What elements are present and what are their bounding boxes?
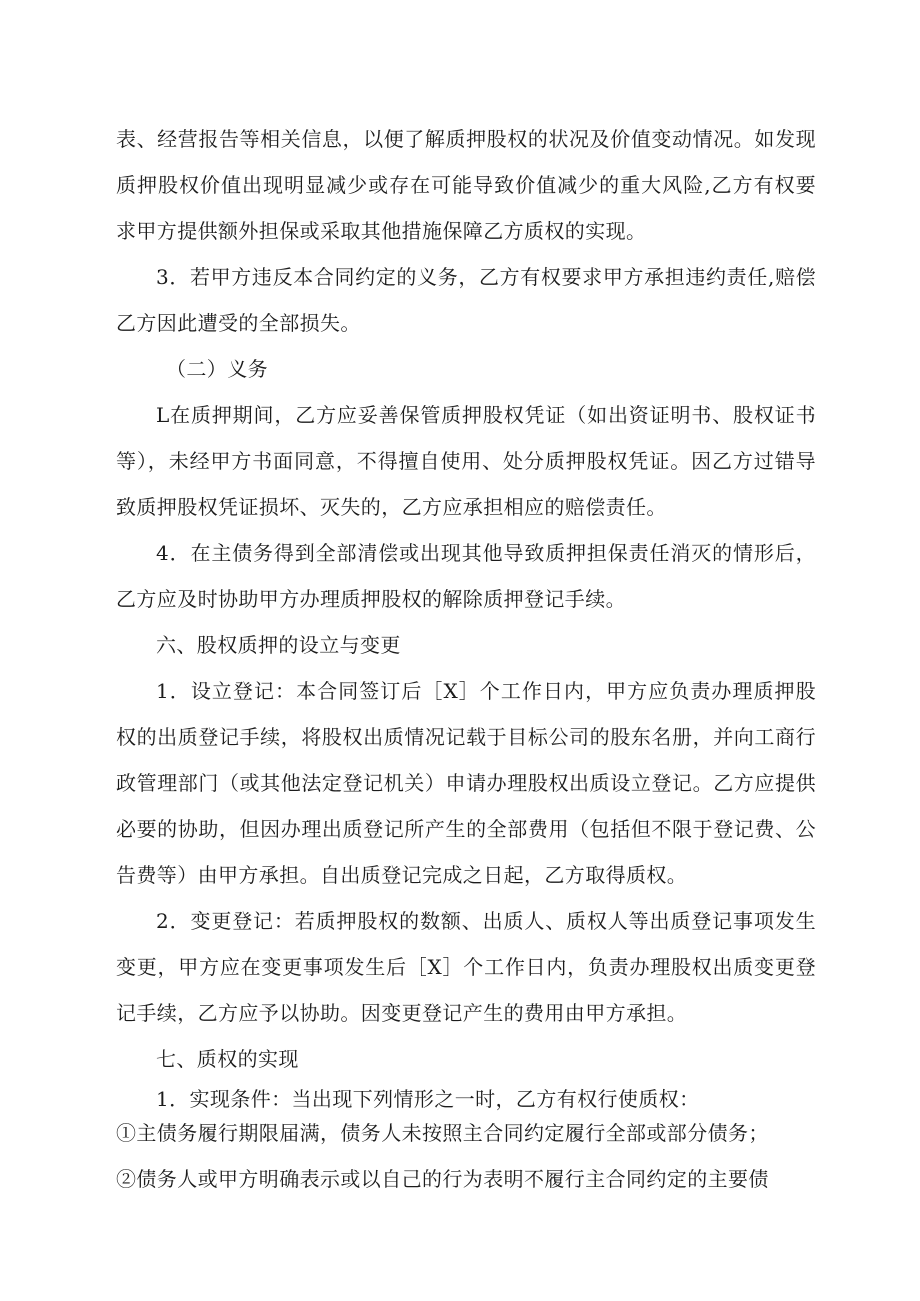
list-item-condition-1: ①主债务履行期限届满，债务人未按照主合同约定履行全部或部分债务；: [116, 1121, 769, 1145]
document-body: [116, 116, 816, 1202]
subheading-obligations: （二）义务: [166, 357, 268, 381]
heading-section-seven: 七、质权的实现: [156, 1047, 299, 1071]
list-item-condition-2: ②债务人或甲方明确表示或以自己的行为表明不履行主合同约定的主要债: [116, 1167, 769, 1191]
paragraph-info-disclosure: 表、经营报告等相关信息，以便了解质押股权的状况及价值变动情况。如发现质押股权价值出现明显减少或存在可能导致价值减少的重大风险,乙方有权要求甲方提供额外担保或采取其他措施保障乙方质权的实现。: [116, 127, 816, 243]
paragraph-custody-obligation: L在质押期间，乙方应妥善保管质押股权凭证（如出资证明书、股权证书等），未经甲方书面同意，不得擅自使用、处分质押股权凭证。因乙方过错导致质押股权凭证损坏、灭失的，乙方应承担相应的赔偿责任。: [116, 403, 816, 519]
paragraph-establishment-registration: 1．设立登记：本合同签订后［X］个工作日内，甲方应负责办理质押股权的出质登记手续，将股权出质情况记载于目标公司的股东名册，并向工商行政管理部门（或其他法定登记机关）申请办理股权出质设立登记。乙方应提供必要的协助，但因办理出质登记所产生的全部费用（包括但不限于登记费、公告费等）由甲方承担。自出质登记完成之日起，乙方取得质权。: [116, 679, 816, 887]
paragraph-realization-conditions: 1．实现条件：当出现下列情形之一时，乙方有权行使质权：: [156, 1087, 700, 1111]
paragraph-change-registration: 2．变更登记：若质押股权的数额、出质人、质权人等出质登记事项发生变更，甲方应在变更事项发生后［X］个工作日内，负责办理股权出质变更登记手续，乙方应予以协助。因变更登记产生的费用由甲方承担。: [116, 909, 816, 1025]
paragraph-breach-liability: 3．若甲方违反本合同约定的义务，乙方有权要求甲方承担违约责任,赔偿乙方因此遭受的全部损失。: [116, 265, 816, 335]
heading-section-six: 六、股权质押的设立与变更: [156, 633, 401, 657]
paragraph-release-registration: 4．在主债务得到全部清偿或出现其他导致质押担保责任消灭的情形后，乙方应及时协助甲方办理质押股权的解除质押登记手续。: [116, 541, 816, 611]
